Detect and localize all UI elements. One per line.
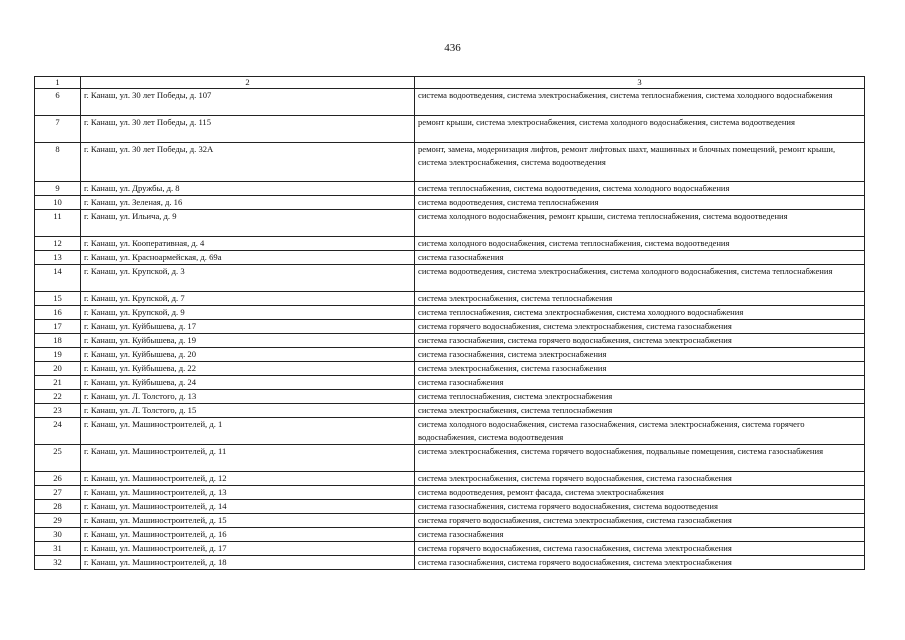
- table-row: [35, 251, 865, 265]
- address-cell: г. Канаш, ул. Куйбышева, д. 20: [81, 348, 415, 362]
- address-cell: г. Канаш, ул. Машиностроителей, д. 16: [81, 528, 415, 542]
- row-number-cell: 9: [35, 182, 81, 196]
- table-row: [35, 210, 865, 237]
- works-cell: система горячего водоснабжения, система электроснабжения, система газоснабжения: [415, 514, 865, 528]
- row-number-cell: 10: [35, 196, 81, 210]
- works-cell: система водоотведения, система теплоснабжения: [415, 196, 865, 210]
- works-cell: система электроснабжения, система горячего водоснабжения, система газоснабжения: [415, 472, 865, 486]
- table-body: [35, 77, 865, 570]
- address-cell: г. Канаш, ул. Куйбышева, д. 19: [81, 334, 415, 348]
- address-cell: г. Канаш, ул. Куйбышева, д. 17: [81, 320, 415, 334]
- address-cell: г. Канаш, ул. Машиностроителей, д. 1: [81, 418, 415, 445]
- works-cell: система холодного водоснабжения, ремонт крыши, система теплоснабжения, система водоотведения: [415, 210, 865, 237]
- address-cell: г. Канаш, ул. 30 лет Победы, д. 107: [81, 89, 415, 116]
- works-cell: система водоотведения, система электроснабжения, система теплоснабжения, система холодного водоснабжения: [415, 89, 865, 116]
- row-number-cell: 27: [35, 486, 81, 500]
- address-cell: г. Канаш, ул. Крупской, д. 7: [81, 292, 415, 306]
- works-cell: система газоснабжения, система горячего водоснабжения, система электроснабжения: [415, 334, 865, 348]
- table-row: [35, 362, 865, 376]
- works-cell: система газоснабжения, система горячего водоснабжения, система водоотведения: [415, 500, 865, 514]
- table-header-row: [35, 77, 865, 89]
- row-number-cell: 12: [35, 237, 81, 251]
- works-cell: система газоснабжения, система электроснабжения: [415, 348, 865, 362]
- works-cell: система газоснабжения: [415, 376, 865, 390]
- table-row: [35, 265, 865, 292]
- address-cell: г. Канаш, ул. Куйбышева, д. 24: [81, 376, 415, 390]
- address-cell: г. Канаш, ул. Крупской, д. 3: [81, 265, 415, 292]
- works-cell: система электроснабжения, система теплоснабжения: [415, 292, 865, 306]
- row-number-cell: 23: [35, 404, 81, 418]
- row-number-cell: 6: [35, 89, 81, 116]
- works-cell: система газоснабжения: [415, 251, 865, 265]
- works-cell: система газоснабжения: [415, 528, 865, 542]
- row-number-cell: 20: [35, 362, 81, 376]
- address-cell: г. Канаш, ул. Машиностроителей, д. 15: [81, 514, 415, 528]
- row-number-cell: 18: [35, 334, 81, 348]
- table-row: [35, 89, 865, 116]
- address-cell: г. Канаш, ул. Машиностроителей, д. 17: [81, 542, 415, 556]
- works-cell: система водоотведения, система электроснабжения, система холодного водоснабжения, система теплоснабжения: [415, 265, 865, 292]
- table-row: [35, 472, 865, 486]
- address-cell: г. Канаш, ул. Дружбы, д. 8: [81, 182, 415, 196]
- row-number-cell: 30: [35, 528, 81, 542]
- works-cell: система горячего водоснабжения, система газоснабжения, система электроснабжения: [415, 542, 865, 556]
- row-number-cell: 32: [35, 556, 81, 570]
- table-row: [35, 404, 865, 418]
- works-cell: система горячего водоснабжения, система электроснабжения, система газоснабжения: [415, 320, 865, 334]
- table-row: [35, 528, 865, 542]
- address-cell: г. Канаш, ул. Зеленая, д. 16: [81, 196, 415, 210]
- row-number-cell: 29: [35, 514, 81, 528]
- works-cell: система теплоснабжения, система электроснабжения: [415, 390, 865, 404]
- address-cell: г. Канаш, ул. Машиностроителей, д. 13: [81, 486, 415, 500]
- address-cell: г. Канаш, ул. Машиностроителей, д. 12: [81, 472, 415, 486]
- address-cell: г. Канаш, ул. Ильича, д. 9: [81, 210, 415, 237]
- works-cell: система электроснабжения, система газоснабжения: [415, 362, 865, 376]
- row-number-cell: 13: [35, 251, 81, 265]
- works-cell: система электроснабжения, система горячего водоснабжения, подвальные помещения, система газоснабжения: [415, 445, 865, 472]
- header-col-3: 3: [415, 77, 865, 89]
- header-col-2: 2: [81, 77, 415, 89]
- table-row: [35, 390, 865, 404]
- table-row: [35, 182, 865, 196]
- works-cell: система теплоснабжения, система электроснабжения, система холодного водоснабжения: [415, 306, 865, 320]
- works-cell: система водоотведения, ремонт фасада, система электроснабжения: [415, 486, 865, 500]
- page-number: 436: [444, 42, 461, 54]
- works-cell: система газоснабжения, система горячего водоснабжения, система электроснабжения: [415, 556, 865, 570]
- table-row: [35, 237, 865, 251]
- row-number-cell: 26: [35, 472, 81, 486]
- address-cell: г. Канаш, ул. Л. Толстого, д. 15: [81, 404, 415, 418]
- row-number-cell: 14: [35, 265, 81, 292]
- row-number-cell: 19: [35, 348, 81, 362]
- works-cell: система холодного водоснабжения, система теплоснабжения, система водоотведения: [415, 237, 865, 251]
- table-row: [35, 542, 865, 556]
- row-number-cell: 31: [35, 542, 81, 556]
- works-cell: ремонт, замена, модернизация лифтов, ремонт лифтовых шахт, машинных и блочных помещений, ремонт крыши, система электроснабжения, система водоотведения: [415, 143, 865, 182]
- works-cell: ремонт крыши, система электроснабжения, система холодного водоснабжения, система водоотведения: [415, 116, 865, 143]
- table-row: [35, 348, 865, 362]
- row-number-cell: 8: [35, 143, 81, 182]
- table-row: [35, 418, 865, 445]
- table-row: [35, 116, 865, 143]
- row-number-cell: 21: [35, 376, 81, 390]
- address-cell: г. Канаш, ул. Кооперативная, д. 4: [81, 237, 415, 251]
- table-row: [35, 292, 865, 306]
- row-number-cell: 7: [35, 116, 81, 143]
- table-row: [35, 486, 865, 500]
- address-cell: г. Канаш, ул. Крупской, д. 9: [81, 306, 415, 320]
- row-number-cell: 22: [35, 390, 81, 404]
- works-cell: система холодного водоснабжения, система газоснабжения, система электроснабжения, система горячего водоснабжения, система водоотведения: [415, 418, 865, 445]
- header-col-1: 1: [35, 77, 81, 89]
- table-row: [35, 306, 865, 320]
- table-row: [35, 320, 865, 334]
- row-number-cell: 24: [35, 418, 81, 445]
- address-cell: г. Канаш, ул. Красноармейская, д. 69а: [81, 251, 415, 265]
- works-cell: система электроснабжения, система теплоснабжения: [415, 404, 865, 418]
- address-cell: г. Канаш, ул. Машиностроителей, д. 14: [81, 500, 415, 514]
- address-cell: г. Канаш, ул. Куйбышева, д. 22: [81, 362, 415, 376]
- table-row: [35, 445, 865, 472]
- row-number-cell: 16: [35, 306, 81, 320]
- table-row: [35, 500, 865, 514]
- row-number-cell: 28: [35, 500, 81, 514]
- address-cell: г. Канаш, ул. Машиностроителей, д. 11: [81, 445, 415, 472]
- row-number-cell: 17: [35, 320, 81, 334]
- works-cell: система теплоснабжения, система водоотведения, система холодного водоснабжения: [415, 182, 865, 196]
- row-number-cell: 15: [35, 292, 81, 306]
- table-row: [35, 514, 865, 528]
- address-cell: г. Канаш, ул. Машиностроителей, д. 18: [81, 556, 415, 570]
- address-cell: г. Канаш, ул. 30 лет Победы, д. 115: [81, 116, 415, 143]
- address-cell: г. Канаш, ул. 30 лет Победы, д. 32А: [81, 143, 415, 182]
- table-row: [35, 376, 865, 390]
- row-number-cell: 11: [35, 210, 81, 237]
- registry-table: [34, 76, 865, 570]
- row-number-cell: 25: [35, 445, 81, 472]
- table-row: [35, 334, 865, 348]
- table-row: [35, 143, 865, 182]
- address-cell: г. Канаш, ул. Л. Толстого, д. 13: [81, 390, 415, 404]
- table-row: [35, 196, 865, 210]
- table-row: [35, 556, 865, 570]
